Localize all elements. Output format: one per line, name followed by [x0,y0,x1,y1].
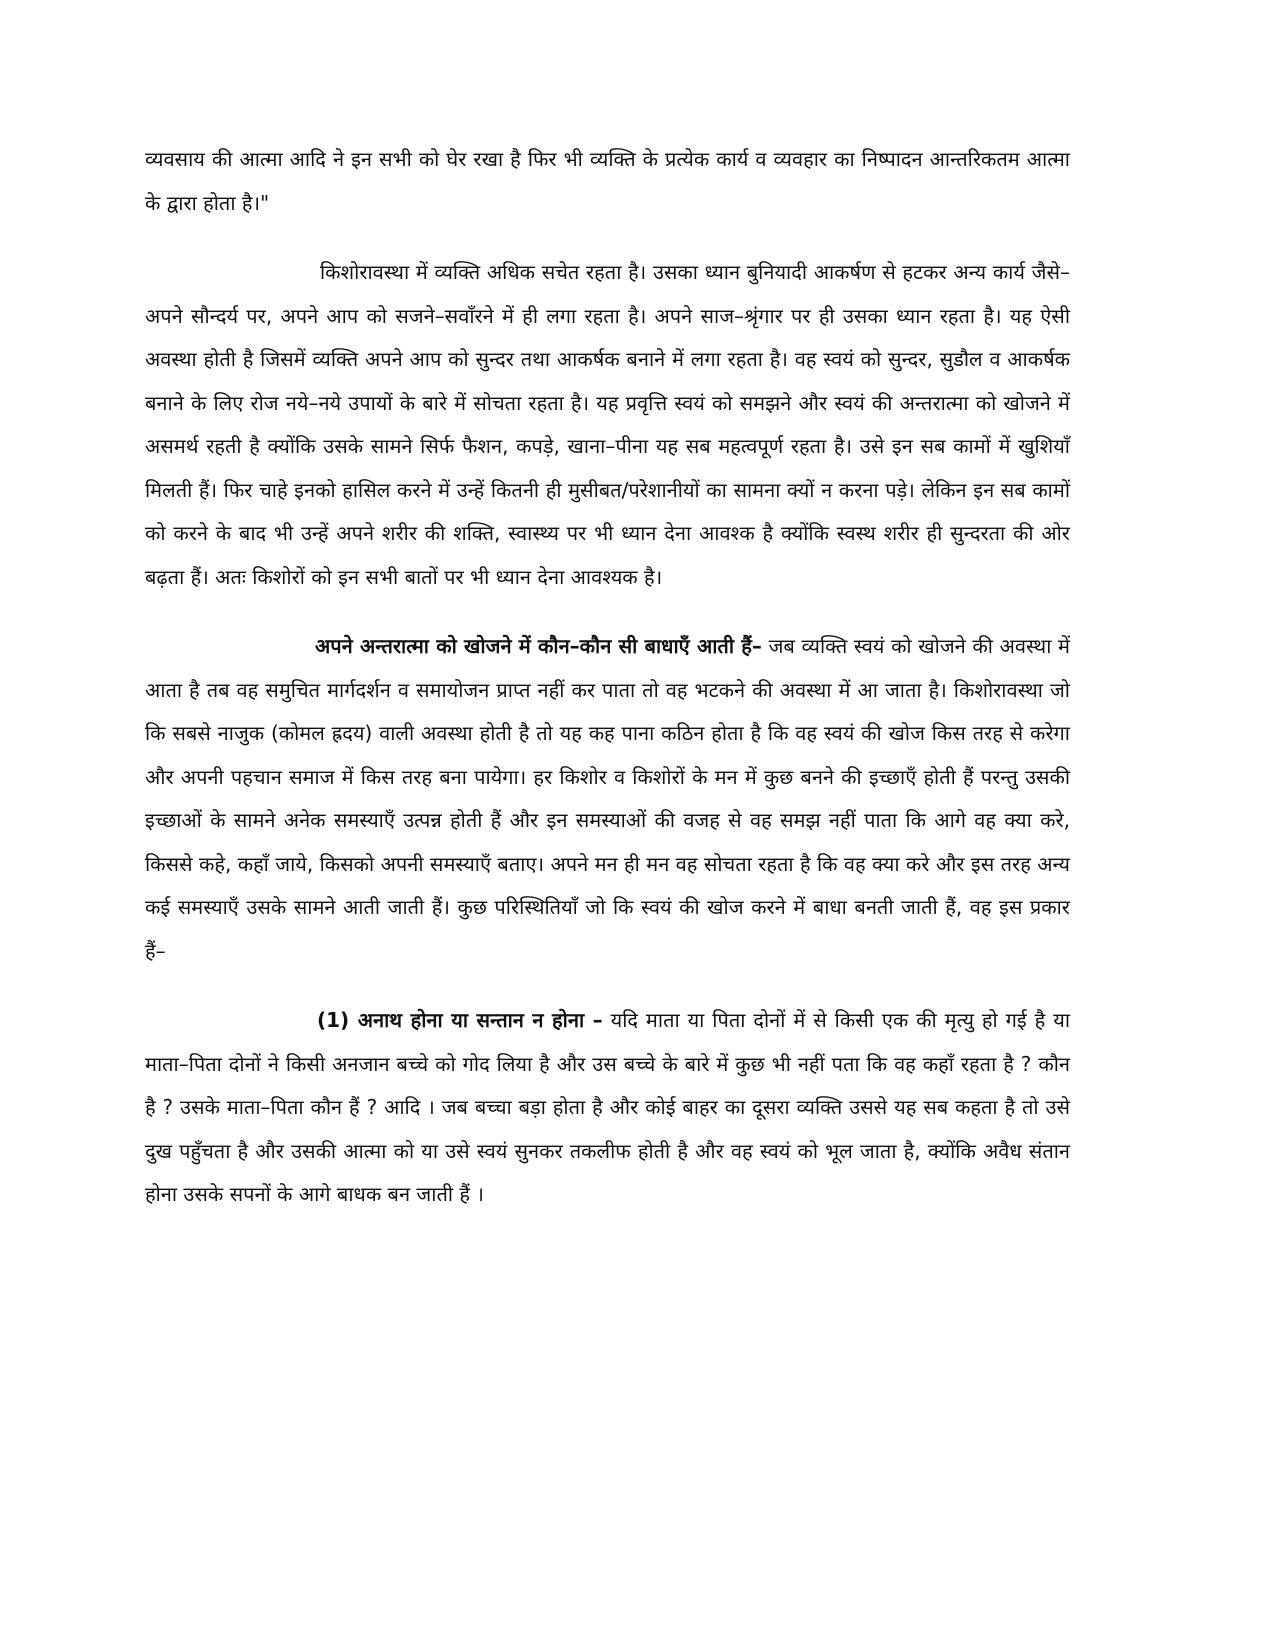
document-body [145,138,1070,1243]
paragraph-text: जब व्यक्ति स्वयं को खोजने की अवस्था में आता है तब वह समुचित मार्गदर्शन व समायोजन प्राप्त नहीं कर पाता तो वह भटकने की अवस्था में आ जाता है। किशोरावस्था जो कि सबसे नाजुक (कोमल ह्रदय) वाली अवस्था होती है तो यह कह पाना कठिन होता है कि वह स्वयं की खोज किस तरह से करेगा और अपनी पहचान समाज में किस तरह बना पायेगा। हर किशोर व किशोरों के मन में कुछ बनने की इच्छाएँ होती हैं परन्तु उसकी इच्छाओं के सामने अनेक समस्याएँ उत्पन्न होती हैं और इन समस्याओं की वजह से वह समझ नहीं पाता कि आगे वह क्या करे, किससे कहे, कहाँ जाये, किसको अपनी समस्याएँ बताए। अपने मन ही मन वह सोचता रहता है कि वह क्या करे और इस तरह अन्य कई समस्याएँ उसके सामने आती जाती हैं। कुछ परिस्थितियाँ जो कि स्वयं की खोज करने में बाधा बनती जाती हैं, वह इस प्रकार हैं– [145,634,1071,963]
paragraph-orphan [145,999,1070,1217]
section-heading: अपने अन्तरात्मा को खोजने में कौन–कौन सी बाधाएँ आती हैं– [315,634,762,658]
paragraph-obstacles [145,625,1070,973]
paragraph-text: यदि माता या पिता दोनों में से किसी एक की मृत्यु हो गई है या माता–पिता दोनों ने किसी अनजान बच्चे को गोद लिया है और उस बच्चे के बारे में कुछ भी नहीं पता कि वह कहाँ रहता है ? कौन है ? उसके माता–पिता कौन हैं ? आदि । जब बच्चा बड़ा होता है और कोई बाहर का दूसरा व्यक्ति उससे यह सब कहता है तो उसे दुख पहुँचता है और उसकी आत्मा को या उसे स्वयं सुनकर तकलीफ होती है और वह स्वयं को भूल जाता है, क्योंकि अवैध संतान होना उसके सपनों के आगे बाधक बन जाती हैं । [145,1008,1070,1206]
paragraph-text: किशोरावस्था में व्यक्ति अधिक सचेत रहता है। उसका ध्यान बुनियादी आकर्षण से हटकर अन्य कार्य जैसे–अपने सौन्दर्य पर, अपने आप को सजने–सवाँरने में ही लगा रहता है। अपने साज–श्रृंगार पर ही उसका ध्यान रहता है। यह ऐसी अवस्था होती है जिसमें व्यक्ति अपने आप को सुन्दर तथा आकर्षक बनाने में लगा रहता है। वह स्वयं को सुन्दर, सुडौल व आकर्षक बनाने के लिए रोज नये–नये उपायों के बारे में सोचता रहता है। यह प्रवृत्ति स्वयं को समझने और स्वयं की अन्तरात्मा को खोजने में असमर्थ रहती है क्योंकि उसके सामने सिर्फ फैशन, कपड़े, खाना–पीना यह सब महत्वपूर्ण रहता है। उसे इन सब कामों में खुशियाँ मिलती हैं। फिर चाहे इनको हासिल करने में उन्हें कितनी ही मुसीबत/परेशानीयों का सामना क्यों न करना पड़े। लेकिन इन सब कामों को करने के बाद भी उन्हें अपने शरीर की शक्ति, स्वास्थ्य पर भी ध्यान देना आवश्क है क्योंकि स्वस्थ शरीर ही सुन्दरता की ओर बढ़ता हैं। अतः किशोरों को इन सभी बातों पर भी ध्यान देना आवश्यक है। [145,260,1070,589]
paragraph-continuation [145,138,1070,225]
paragraph-text: व्यवसाय की आत्मा आदि ने इन सभी को घेर रखा है फिर भी व्यक्ति के प्रत्येक कार्य व व्यवहार का निष्पादन आन्तरिकतम आत्मा के द्वारा होता है।" [145,147,1070,215]
numbered-heading: (1) अनाथ होना या सन्तान न होना – [317,1008,603,1032]
paragraph-adolescence [145,251,1070,599]
